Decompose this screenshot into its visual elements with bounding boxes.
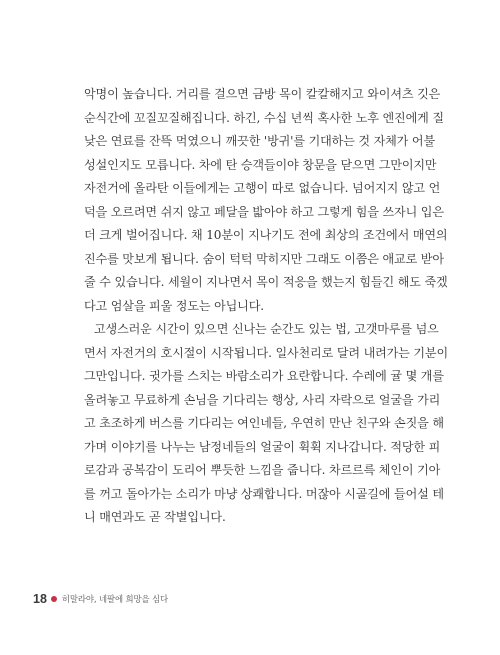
page-footer [33,591,168,607]
text-line: 자전거에 올라탄 이들에게는 고행이 따로 없습니다. 넘어지지 않고 언 [84,181,441,195]
text-line: 악명이 높습니다. 거리를 걸으면 금방 목이 칼칼해지고 와이셔츠 깃은 [84,87,441,101]
running-title: 히말라야, 네팔에 희망을 심다 [61,594,169,604]
text-line: 덕을 오르려면 쉬지 않고 페달을 밟아야 하고 그렇게 힘을 쓰자니 입은 [84,204,444,219]
text-line: 면서 자전거의 호시절이 시작됩니다. 일사천리로 달려 내려가는 기분이 [84,345,448,360]
text-line: 고생스러운 시간이 있으면 신나는 순간도 있는 법, 고갯마루를 넘으 [94,322,439,336]
text-line: 다고 엄살을 피울 정도는 아닙니다. [84,298,264,313]
body-text [84,83,448,530]
text-line: 낮은 연료를 잔뜩 먹였으니 깨끗한 '방귀'를 기대하는 것 자체가 어불 [84,134,435,148]
paragraph-2 [84,318,448,530]
text-line: 줄 수 있습니다. 세월이 지나면서 목이 적응을 했는지 힘들긴 해도 죽겠 [84,275,448,289]
bullet-dot-icon [51,596,57,602]
text-line: 그만입니다. 귓가를 스치는 바람소리가 요란합니다. 수레에 귤 몇 개를 [84,369,444,383]
text-line: 진수를 맛보게 됩니다. 숨이 턱턱 막히지만 그래도 이쯤은 애교로 받아 [84,251,444,266]
text-line: 순식간에 꼬질꼬질해집니다. 하긴, 수십 년씩 혹사한 노후 엔진에게 질 [84,110,444,125]
paragraph-1 [84,83,448,318]
text-line: 더 크게 벌어집니다. 채 10분이 지나기도 전에 최상의 조건에서 매연의 [84,228,448,242]
text-line: 니 매연과도 곧 작별입니다. [84,510,226,524]
text-line: 올려놓고 무료하게 손님을 기다리는 행상, 사리 자락으로 얼굴을 가리 [84,392,441,407]
text-line: 성설인지도 모릅니다. 차에 탄 승객들이야 창문을 닫으면 그만이지만 [84,157,437,172]
text-line: 가며 이야기를 나누는 남정네들의 얼굴이 휙휙 지나갑니다. 적당한 피 [84,439,441,454]
text-line: 를 꺼고 돌아가는 소리가 마냥 상쾌합니다. 머잖아 시골길에 들어설 테 [84,486,444,501]
text-line: 로감과 공복감이 도리어 뿌듯한 느낌을 줍니다. 차르르륵 체인이 기아 [84,463,441,477]
text-line: 고 초조하게 버스를 기다리는 여인네들, 우연히 만난 친구와 손짓을 해 [84,416,444,430]
page-number: 18 [33,592,47,606]
